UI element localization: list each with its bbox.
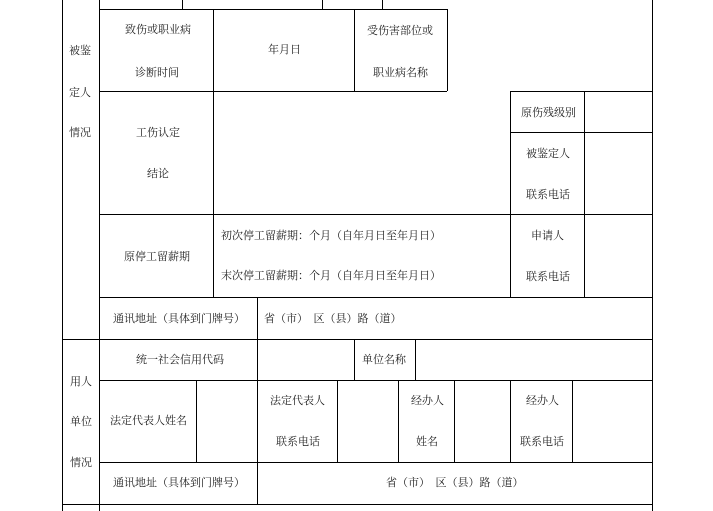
table-border [62,0,63,511]
table-rule [415,339,416,381]
address-label: 通讯地址（具体到门牌号） [113,312,245,325]
section-label-injured: 情况 [69,126,91,139]
diag-time-label: 致伤或职业病 [125,23,191,36]
table-rule [99,297,652,298]
table-rule [257,462,258,504]
handler-name-label: 经办人 [411,394,444,407]
table-rule [510,380,511,462]
leave-last-text: 末次停工留薪期：个月（自年月日至年月日） [221,269,441,282]
table-border [652,0,653,511]
table-rule [99,9,447,10]
section-label-injured: 定人 [69,86,91,99]
table-rule [62,339,652,340]
table-rule [354,339,355,381]
date-label: 年月日 [268,43,301,56]
table-rule [213,91,214,298]
section-label-employer: 用人 [70,375,92,388]
table-rule [510,132,652,133]
table-rule [99,0,100,511]
table-rule [382,0,383,9]
table-rule [510,91,652,92]
table-rule [337,380,338,462]
table-rule [454,380,455,462]
appraisee-phone-label: 被鉴定人 [526,147,570,160]
table-rule [322,0,323,9]
address-value: 省（市） 区（县）路（道） [264,312,402,325]
table-rule [572,380,573,462]
credit-code-label: 统一社会信用代码 [136,353,224,366]
address-value: 省（市） 区（县）路（道） [386,476,524,489]
legal-rep-phone-label: 法定代表人 [270,394,325,407]
table-rule [196,380,197,462]
address-label: 通讯地址（具体到门牌号） [113,476,245,489]
appraisee-phone-label: 联系电话 [526,188,570,201]
leave-label: 原停工留薪期 [124,250,190,263]
legal-rep-phone-label: 联系电话 [276,435,320,448]
table-rule [99,214,652,215]
injury-part-label: 职业病名称 [373,66,428,79]
leave-first-text: 初次停工留薪期：个月（自年月日至年月日） [221,229,441,242]
conclusion-label: 结论 [147,167,169,180]
table-rule [257,297,258,339]
handler-phone-label: 联系电话 [520,435,564,448]
table-rule [354,9,355,91]
table-rule [99,91,447,92]
table-rule [447,9,448,91]
table-rule [99,462,652,463]
section-label-injured: 被鉴 [69,44,91,57]
table-rule [182,0,183,9]
injury-part-label: 受伤害部位或 [367,24,433,37]
section-label-employer: 单位 [70,415,92,428]
table-rule [62,504,652,505]
unit-name-label: 单位名称 [362,353,406,366]
table-rule [257,380,258,462]
applicant-phone-label: 联系电话 [526,270,570,283]
conclusion-label: 工伤认定 [136,126,180,139]
table-rule [99,380,652,381]
handler-name-label: 姓名 [416,435,438,448]
table-rule [257,339,258,381]
legal-rep-label: 法定代表人姓名 [110,414,187,427]
table-rule [584,91,585,298]
diag-time-label: 诊断时间 [135,66,179,79]
orig-grade-label: 原伤残级别 [521,106,576,119]
applicant-phone-label: 申请人 [531,229,564,242]
section-label-employer: 情况 [70,456,92,469]
table-rule [398,380,399,462]
table-rule [213,9,214,91]
handler-phone-label: 经办人 [526,394,559,407]
table-rule [510,91,511,298]
